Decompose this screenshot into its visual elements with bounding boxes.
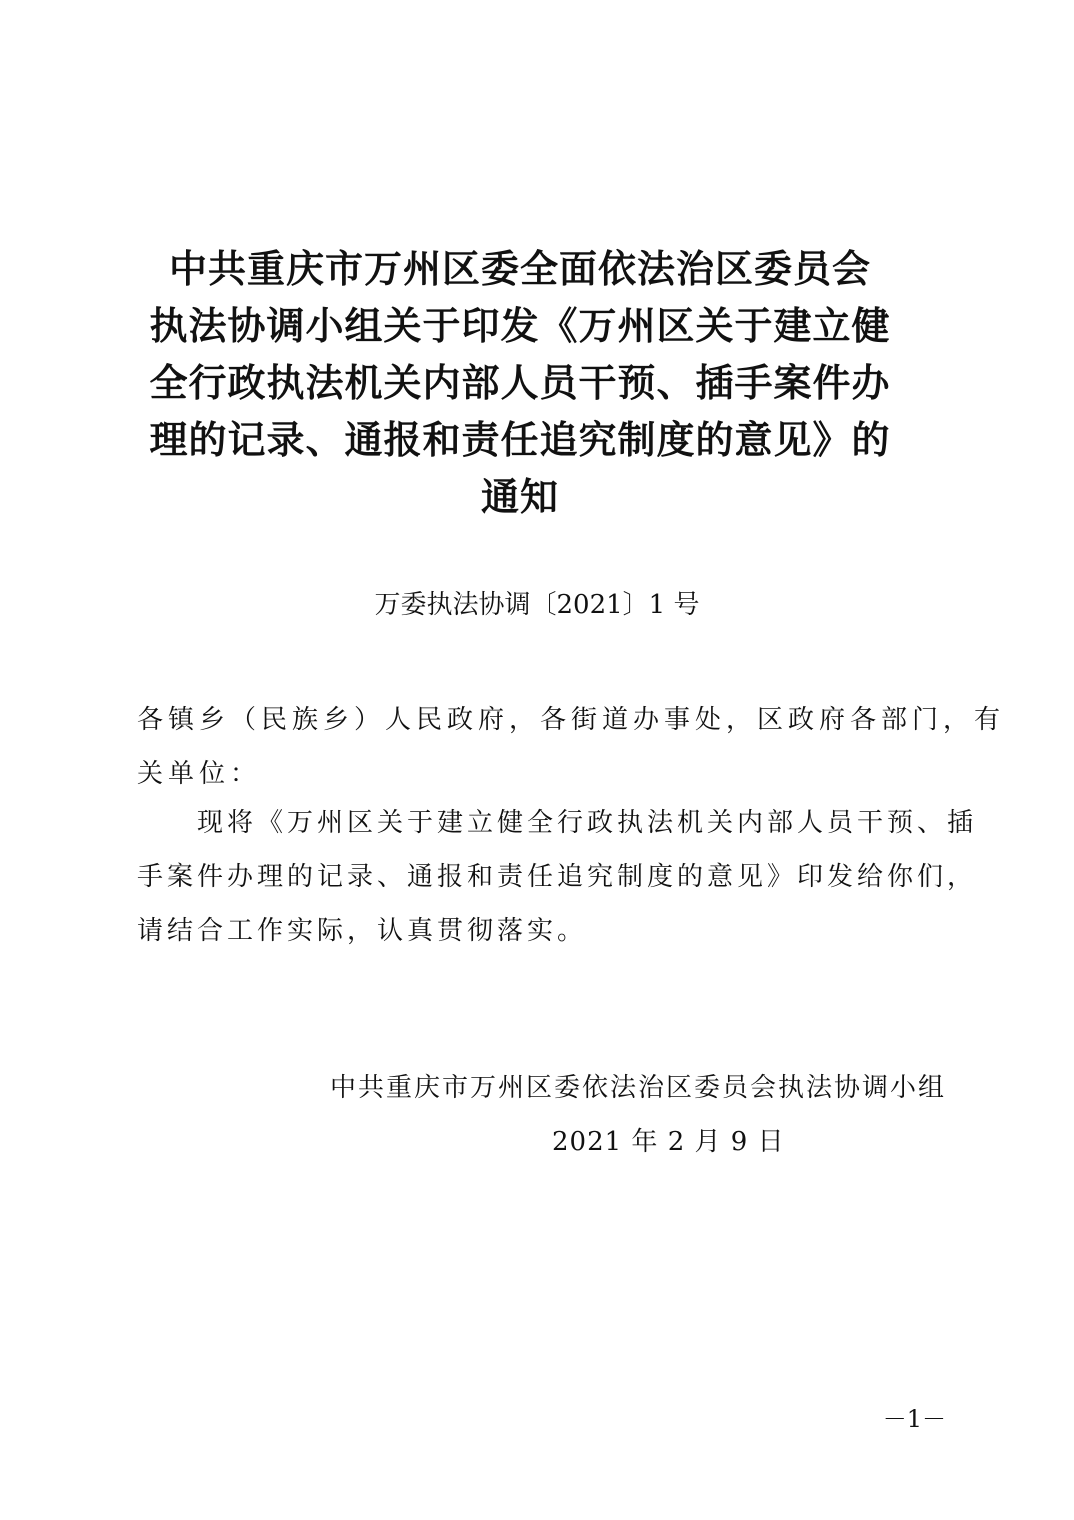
title-line: 中共重庆市万州区委全面依法治区委员会 bbox=[168, 246, 871, 291]
document-number: 万委执法协调〔2021〕1 号 bbox=[374, 590, 700, 620]
title-line: 通知 bbox=[480, 474, 559, 519]
title-line: 全行政执法机关内部人员干预、插手案件办 bbox=[149, 360, 891, 405]
addressee bbox=[137, 693, 1006, 801]
addressee-line: 各镇乡（民族乡）人民政府，各街道办事处，区政府各部门，有 bbox=[137, 705, 1006, 735]
title-line: 理的记录、通报和责任追究制度的意见》的 bbox=[149, 417, 891, 462]
body-line: 手案件办理的记录、通报和责任追究制度的意见》印发给你们， bbox=[137, 862, 978, 892]
body-line: 现将《万州区关于建立健全行政执法机关内部人员干预、插 bbox=[197, 808, 978, 838]
body-paragraph bbox=[137, 796, 978, 958]
issuer-signature: 中共重庆市万州区委依法治区委员会执法协调小组 bbox=[329, 1073, 946, 1103]
body-line: 请结合工作实际，认真贯彻落实。 bbox=[137, 916, 588, 946]
page-number: －1－ bbox=[882, 1405, 946, 1433]
issue-date: 2021 年 2 月 9 日 bbox=[552, 1127, 785, 1157]
document-title bbox=[120, 240, 920, 525]
addressee-line: 关单位： bbox=[137, 759, 262, 789]
title-line: 执法协调小组关于印发《万州区关于建立健 bbox=[149, 303, 891, 348]
